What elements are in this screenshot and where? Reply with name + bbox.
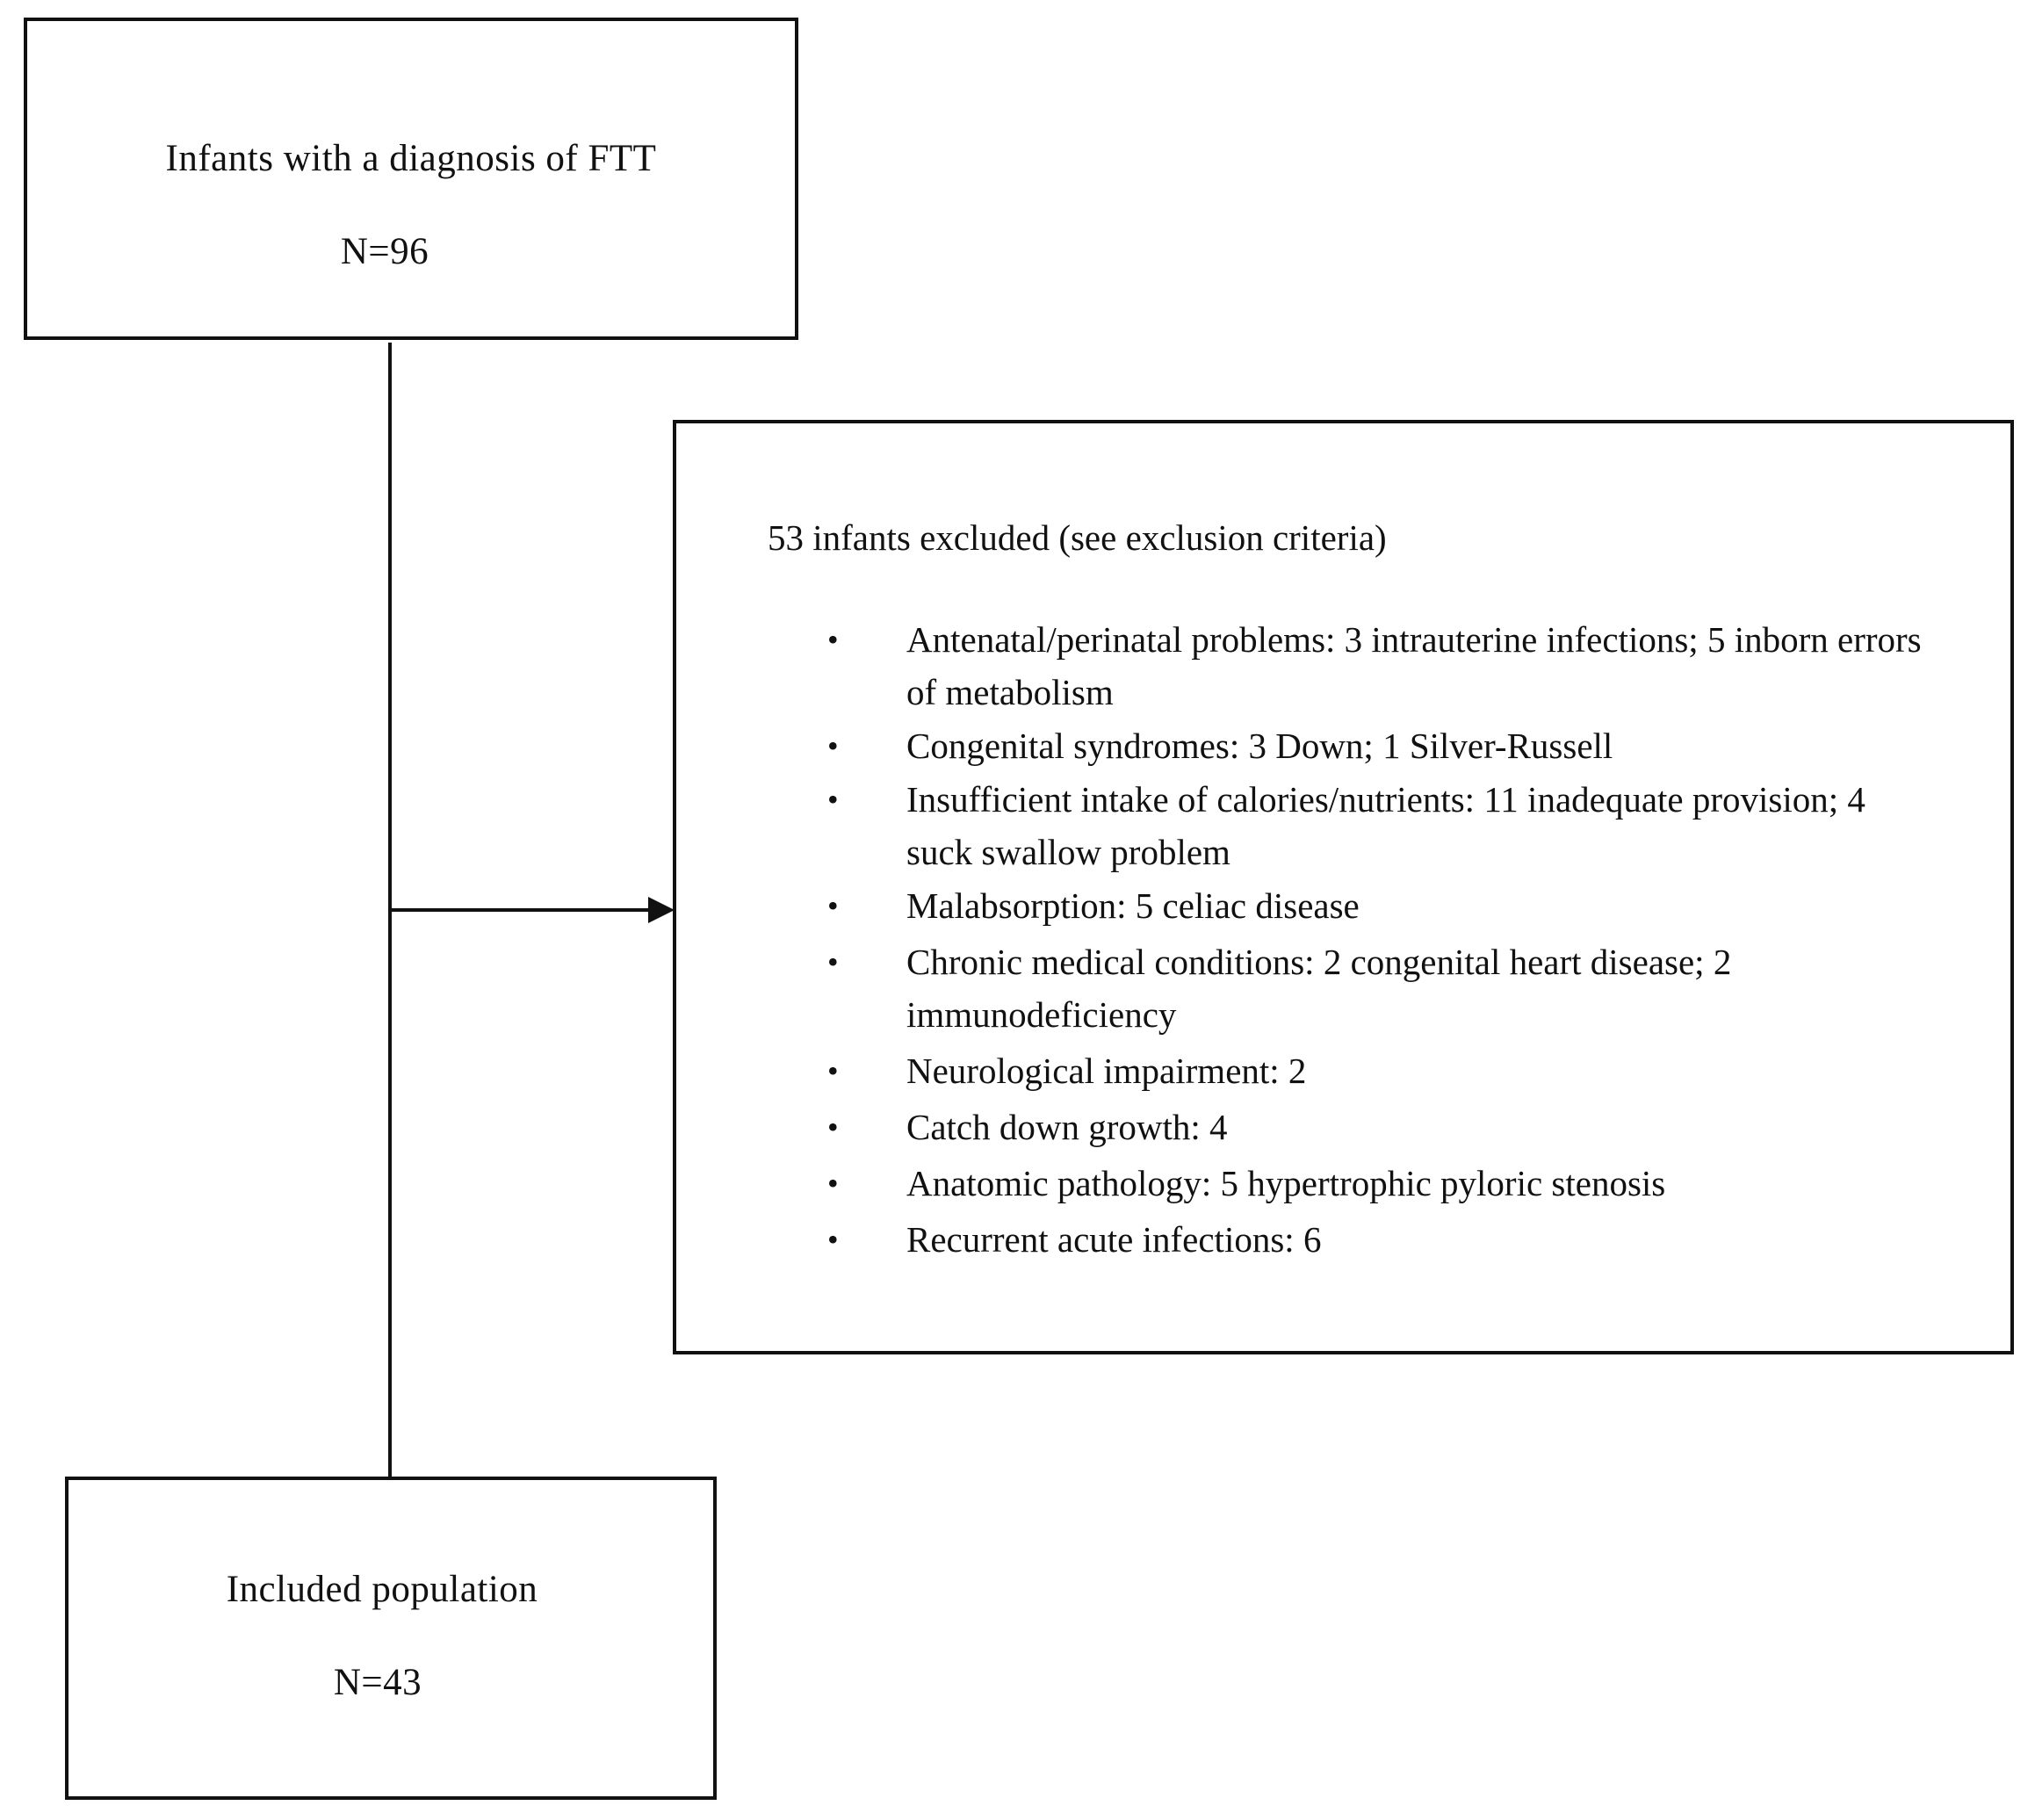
bullet-icon: • xyxy=(827,1109,839,1145)
total-infants-box xyxy=(24,18,798,340)
list-item: • Chronic medical conditions: 2 congenital heart disease; 2 immunodeficiency xyxy=(676,935,2010,1041)
list-item: • Insufficient intake of calories/nutrients: 11 inadequate provision; 4 suck swallow problem xyxy=(676,773,2010,878)
list-item: • Catch down growth: 4 xyxy=(676,1101,2010,1153)
bullet-icon: • xyxy=(827,1166,839,1201)
bullet-icon: • xyxy=(827,782,839,817)
list-item: • Recurrent acute infections: 6 xyxy=(676,1213,2010,1266)
exclusion-criteria-list xyxy=(676,613,2010,1267)
bullet-icon: • xyxy=(827,888,839,923)
total-infants-title: Infants with a diagnosis of FTT xyxy=(165,138,657,179)
list-item: • Neurological impairment: 2 xyxy=(676,1044,2010,1097)
list-item: • Congenital syndromes: 3 Down; 1 Silver-Russell xyxy=(676,719,2010,772)
included-population-count: N=43 xyxy=(333,1662,422,1703)
excluded-infants-title: 53 infants excluded (see exclusion criteria) xyxy=(768,517,1387,558)
excluded-infants-box xyxy=(673,420,2014,1354)
list-item: • Antenatal/perinatal problems: 3 intrauterine infections; 5 inborn errors of metabolism xyxy=(676,613,2010,719)
bullet-icon: • xyxy=(827,944,839,979)
bullet-icon: • xyxy=(827,622,839,657)
arrowhead-right-icon xyxy=(648,897,675,923)
included-population-title: Included population xyxy=(226,1569,538,1610)
bullet-icon: • xyxy=(827,728,839,763)
bullet-icon: • xyxy=(827,1222,839,1257)
list-item: • Malabsorption: 5 celiac disease xyxy=(676,879,2010,932)
exclusion-branch-connector xyxy=(390,908,653,912)
bullet-icon: • xyxy=(827,1053,839,1088)
included-population-box xyxy=(65,1477,717,1800)
total-infants-count: N=96 xyxy=(340,231,429,272)
list-item: • Anatomic pathology: 5 hypertrophic pyloric stenosis xyxy=(676,1157,2010,1210)
